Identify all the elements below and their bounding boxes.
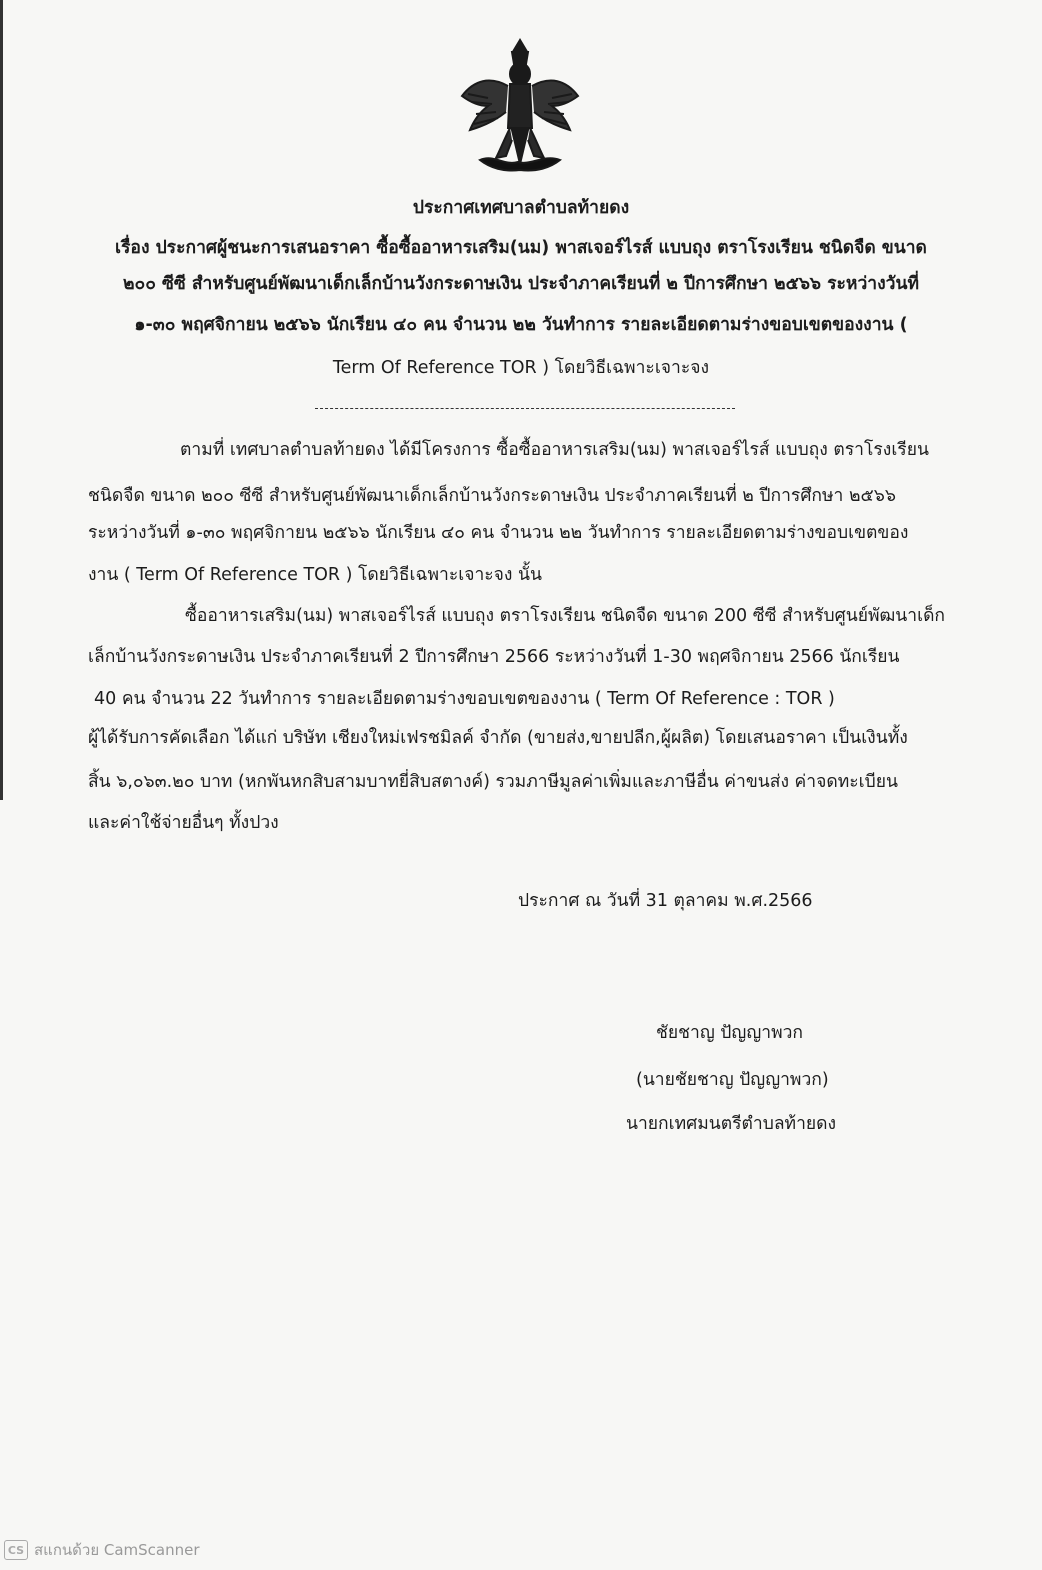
- paragraph-line: ผู้ได้รับการคัดเลือก ได้แก่ บริษัท เชียงใหม่เฟรชมิลค์ จำกัด (ขายส่ง,ขายปลีก,ผู้ผลิต) โดยเสนอราคา เป็นเงินทั้ง: [88, 728, 908, 748]
- signer-position: นายกเทศมนตรีตำบลท้ายดง: [626, 1114, 837, 1134]
- scanner-footer: [4, 1538, 200, 1562]
- scan-edge: [0, 0, 3, 800]
- paragraph-line: ชนิดจืด ขนาด ๒๐๐ ซีซี สำหรับศูนย์พัฒนาเด็กเล็กบ้านวังกระดาษเงิน ประจำภาคเรียนที่ ๒ ปีการศึกษา ๒๕๖๖: [88, 486, 896, 506]
- scanner-text: สแกนด้วย CamScanner: [34, 1541, 200, 1559]
- garuda-emblem-icon: [460, 36, 580, 176]
- paragraph-line: ตามที่ เทศบาลตำบลท้ายดง ได้มีโครงการ ซื้อซื้ออาหารเสริม(นม) พาสเจอร์ไรส์ แบบถุง ตราโรงเรียน: [180, 440, 929, 460]
- signature-name: ชัยชาญ ปัญญาพวก: [656, 1023, 804, 1043]
- camscanner-logo-icon: CS: [4, 1540, 28, 1560]
- subject-line: ๑-๓๐ พฤศจิกายน ๒๕๖๖ นักเรียน ๔๐ คน จำนวน ๒๒ วันทำการ รายละเอียดตามร่างขอบเขตของงาน (: [134, 315, 908, 335]
- paragraph-line: ระหว่างวันที่ ๑-๓๐ พฤศจิกายน ๒๕๖๖ นักเรียน ๔๐ คน จำนวน ๒๒ วันทำการ รายละเอียดตามร่างขอบเขตของ: [88, 523, 909, 543]
- paragraph-line: งาน ( Term Of Reference TOR ) โดยวิธีเฉพาะเจาะจง นั้น: [88, 565, 542, 585]
- paragraph-line: ซื้ออาหารเสริม(นม) พาสเจอร์ไรส์ แบบถุง ตราโรงเรียน ชนิดจืด ขนาด 200 ซีซี สำหรับศูนย์พัฒนาเด็ก: [185, 606, 946, 626]
- subject-line: ๒๐๐ ซีซี สำหรับศูนย์พัฒนาเด็กเล็กบ้านวังกระดาษเงิน ประจำภาคเรียนที่ ๒ ปีการศึกษา ๒๕๖๖ ระหว่างวันที่: [122, 274, 919, 294]
- paragraph-line: และค่าใช้จ่ายอื่นๆ ทั้งปวง: [88, 813, 279, 833]
- subject-line: เรื่อง ประกาศผู้ชนะการเสนอราคา ซื้อซื้ออาหารเสริม(นม) พาสเจอร์ไรส์ แบบถุง ตราโรงเรียน ชนิดจืด ขนาด: [115, 238, 927, 258]
- paragraph-line: สิ้น ๖,๐๖๓.๒๐ บาท (หกพันหกสิบสามบาทยี่สิบสตางค์) รวมภาษีมูลค่าเพิ่มและภาษีอื่น ค่าขนส่ง ค่าจดทะเบียน: [88, 772, 898, 792]
- printed-name: (นายชัยชาญ ปัญญาพวก): [636, 1070, 829, 1090]
- separator-line: [315, 408, 735, 409]
- subject-line: Term Of Reference TOR ) โดยวิธีเฉพาะเจาะจง: [332, 358, 710, 378]
- paragraph-line: เล็กบ้านวังกระดาษเงิน ประจำภาคเรียนที่ 2 ปีการศึกษา 2566 ระหว่างวันที่ 1-30 พฤศจิกายน 2566 นักเรียน: [88, 647, 900, 667]
- document-title: ประกาศเทศบาลตำบลท้ายดง: [412, 198, 630, 218]
- paragraph-line: 40 คน จำนวน 22 วันทำการ รายละเอียดตามร่างขอบเขตของงาน ( Term Of Reference : TOR ): [94, 689, 835, 709]
- announce-date: ประกาศ ณ วันที่ 31 ตุลาคม พ.ศ.2566: [518, 891, 813, 911]
